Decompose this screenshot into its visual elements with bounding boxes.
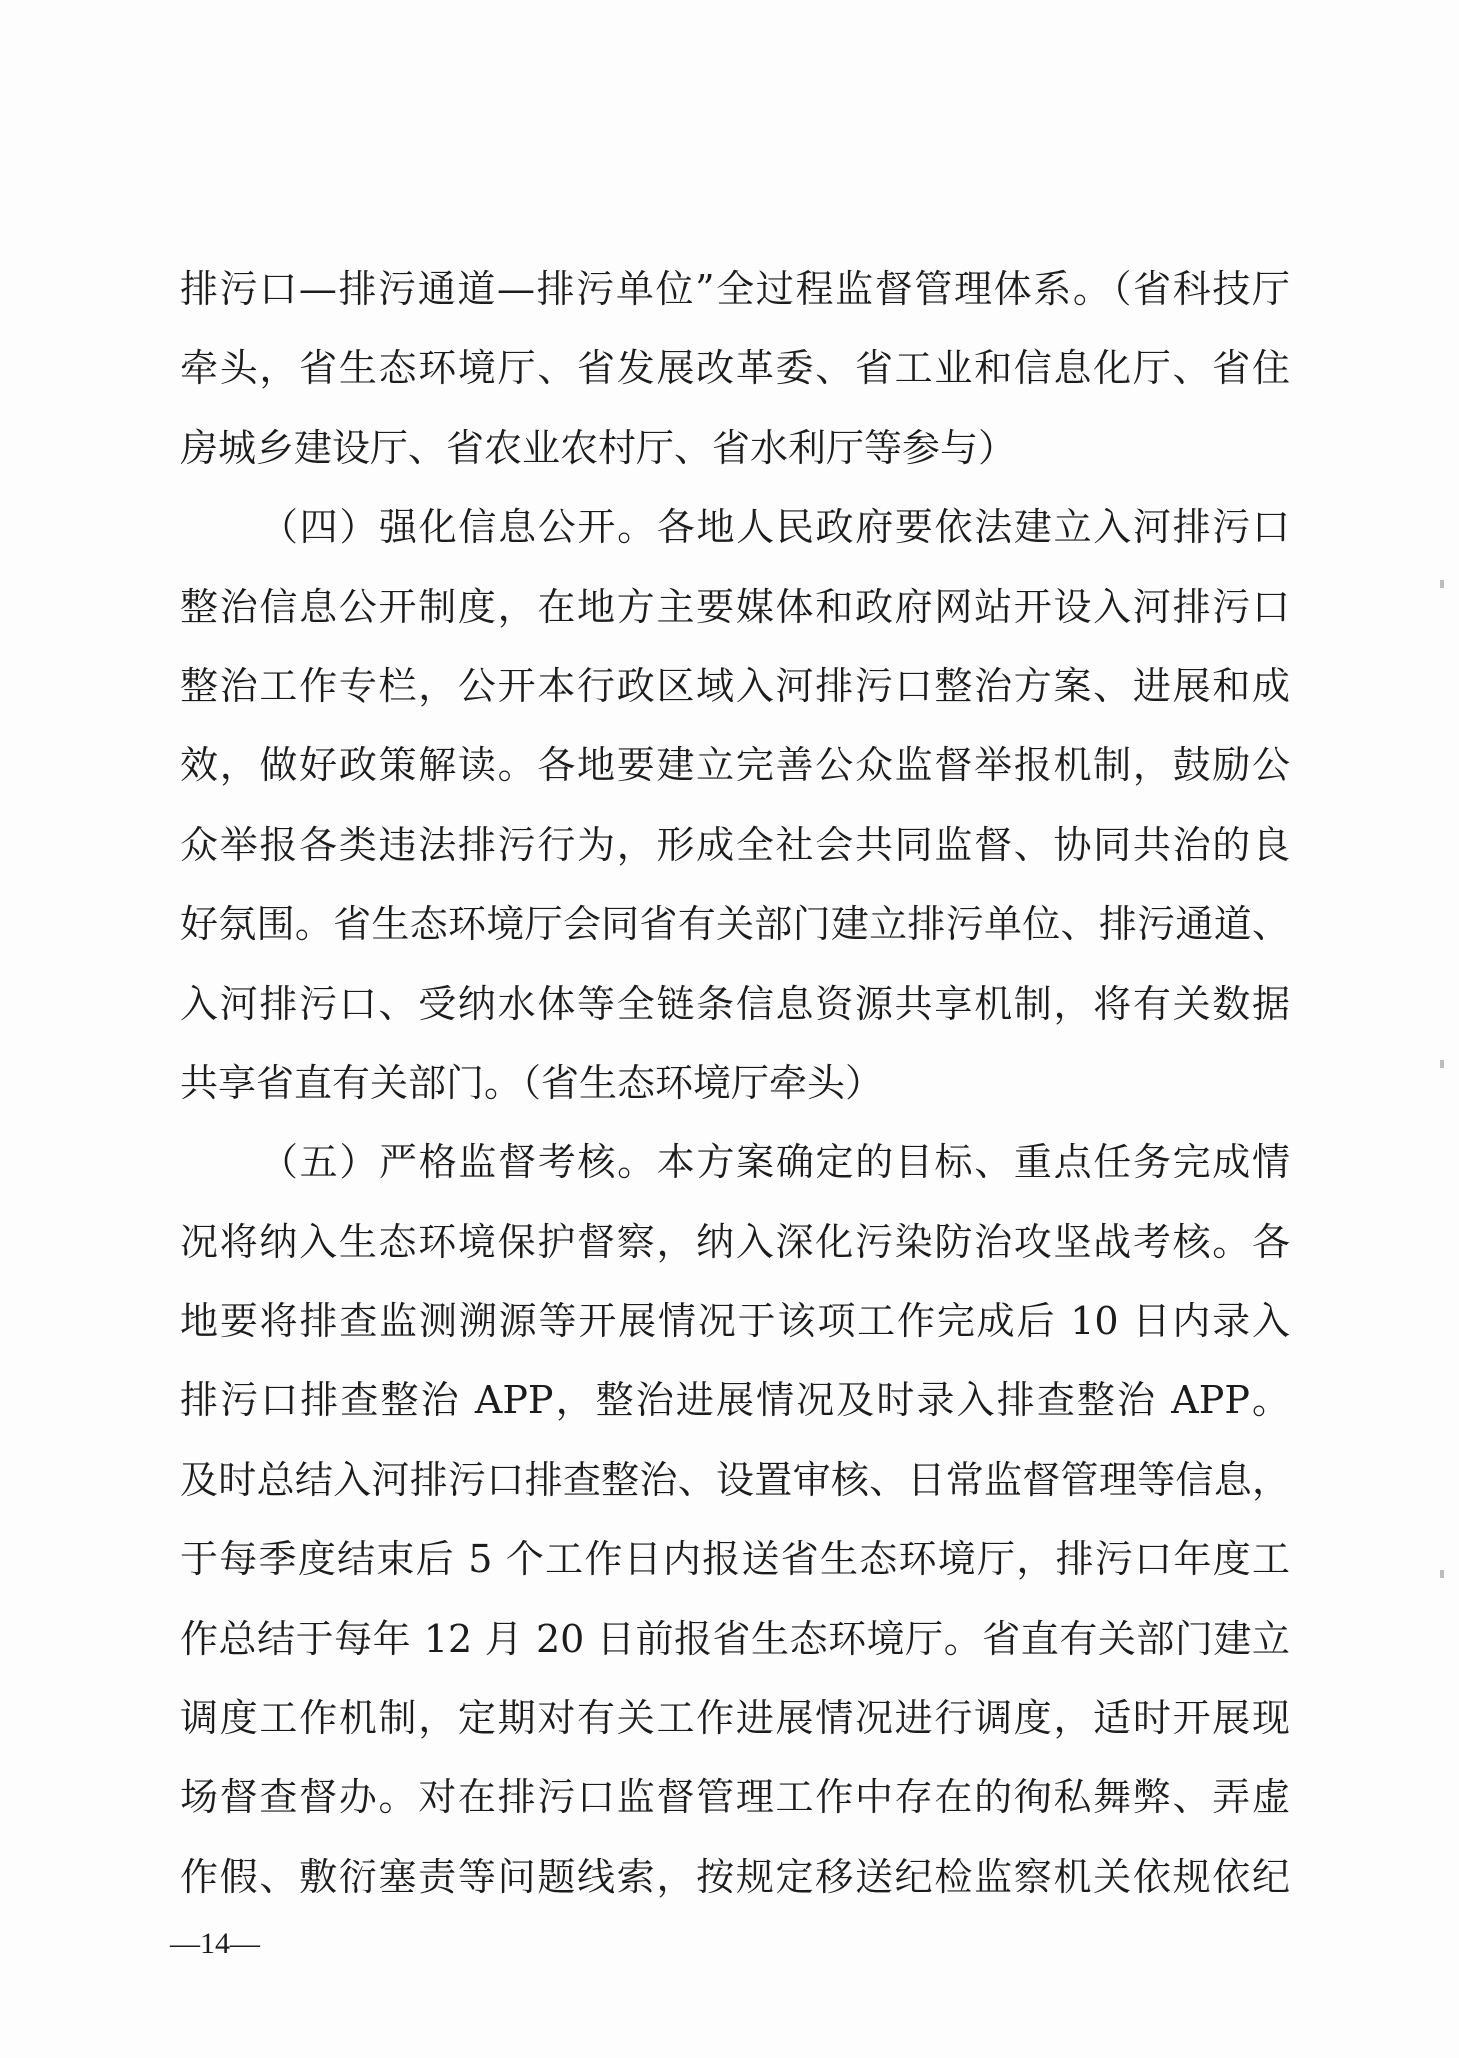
text-line: 场督查督办。对在排污口监督管理工作中存在的徇私舞弊、弄虚 [180,1775,1290,1820]
text-line: 排污口—排污通道—排污单位”全过程监督管理体系。（省科技厅 [180,267,1290,311]
text-line: 整治信息公开制度，在地方主要媒体和政府网站开设入河排污口 [180,584,1290,629]
text-line: 排污口排查整治 APP，整治进展情况及时录入排查整治 APP。 [180,1378,1290,1423]
page-number: —14— [170,1927,260,1960]
text-line: 好氛围。省生态环境厅会同省有关部门建立排污单位、排污通道、 [180,902,1290,947]
text-line: 作假、敷衍塞责等问题线索，按规定移送纪检监察机关依规依纪 [180,1854,1290,1899]
scan-artifact [1440,1060,1444,1068]
text-line: 牵头，省生态环境厅、省发展改革委、省工业和信息化厅、省住 [180,346,1290,391]
text-line: 作总结于每年 12 月 20 日前报省生态环境厅。省直有关部门建立 [180,1616,1290,1661]
text-line: 况将纳入生态环境保护督察，纳入深化污染防治攻坚战考核。各 [180,1219,1290,1264]
text-line: 入河排污口、受纳水体等全链条信息资源共享机制，将有关数据 [180,981,1290,1026]
text-line: 共享省直有关部门。（省生态环境厅牵头） [180,1060,884,1105]
text-line: 房城乡建设厅、省农业农村厅、省水利厅等参与） [180,425,1017,470]
text-line: 效，做好政策解读。各地要建立完善公众监督举报机制，鼓励公 [180,743,1290,788]
paragraph-heading-line: （四）强化信息公开。各地人民政府要依法建立入河排污口 [260,505,1290,550]
paragraph-heading-line: （五）严格监督考核。本方案确定的目标、重点任务完成情 [260,1140,1290,1185]
scan-artifact [1440,1570,1444,1578]
text-line: 整治工作专栏，公开本行政区域入河排污口整治方案、进展和成 [180,663,1290,708]
text-line: 众举报各类违法排污行为，形成全社会共同监督、协同共治的良 [180,822,1290,867]
scan-artifact [1440,580,1444,588]
text-line: 地要将排查监测溯源等开展情况于该项工作完成后 10 日内录入 [180,1299,1290,1344]
text-line: 于每季度结束后 5 个工作日内报送省生态环境厅，排污口年度工 [180,1537,1290,1582]
text-line: 调度工作机制，定期对有关工作进展情况进行调度，适时开展现 [180,1696,1290,1741]
body-text [180,250,1290,1917]
text-line: 及时总结入河排污口排查整治、设置审核、日常监督管理等信息， [180,1457,1290,1502]
